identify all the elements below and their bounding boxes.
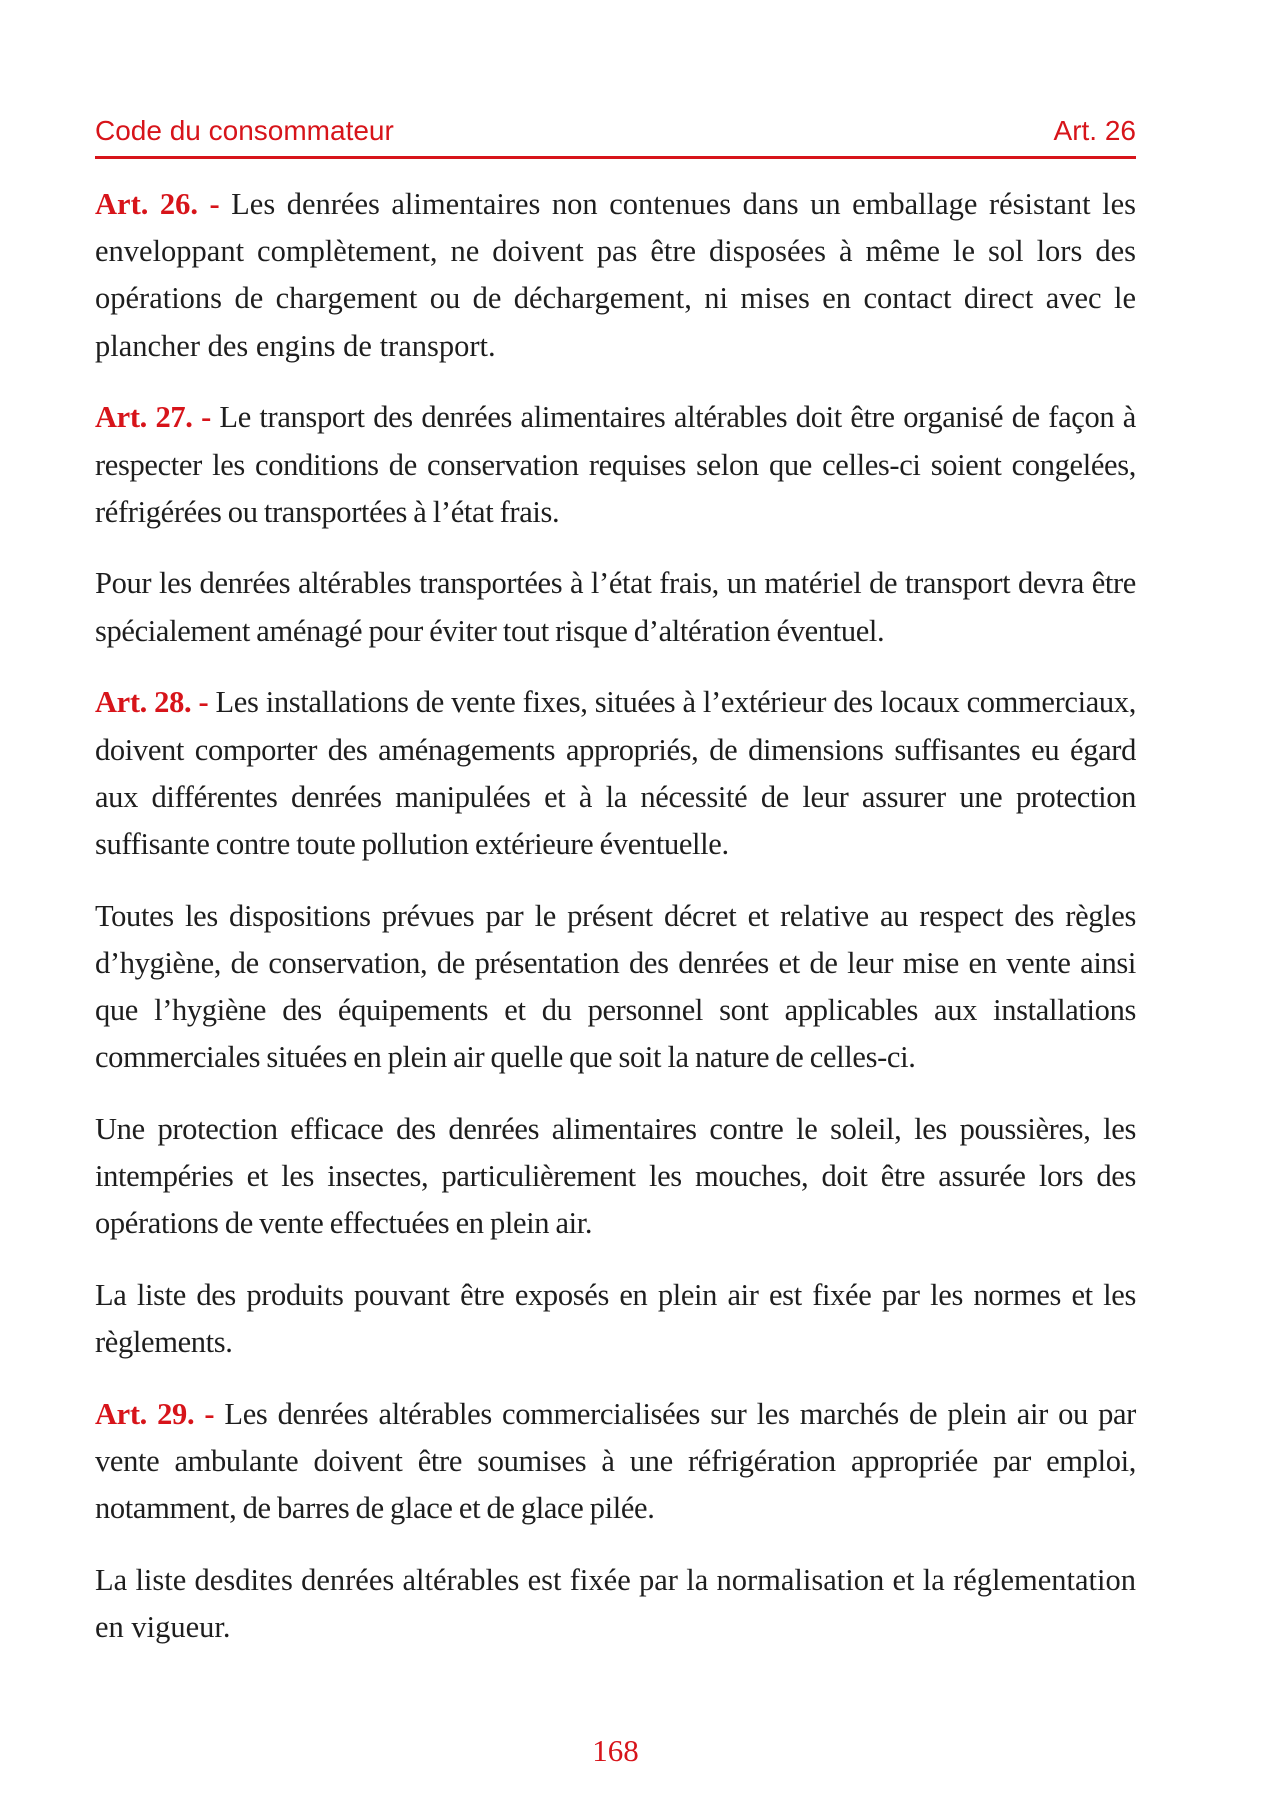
paragraph-text: La liste des produits pouvant être exposés en plein air est fixée par les normes et les règlements. bbox=[95, 1278, 1136, 1360]
article-28-dispositions-paragraph bbox=[95, 893, 1136, 1082]
article-label: Art. 27. - bbox=[95, 400, 211, 435]
page-number: 168 bbox=[592, 1733, 639, 1768]
header-divider bbox=[95, 156, 1136, 159]
paragraph-text: Toutes les dispositions prévues par le présent décret et relative au respect des règles d’hygiène, de conservation, de présentation des denrées et de leur mise en vente ainsi que l’hygiène des équipements et du personnel sont applicables aux installations commerciales situées en plein air quelle que soit la nature de celles-ci. bbox=[95, 898, 1136, 1075]
header-book-title: Code du consommateur bbox=[95, 115, 394, 146]
article-28-list-paragraph bbox=[95, 1272, 1136, 1366]
paragraph-text: Le transport des denrées alimentaires altérables doit être organisé de façon à respecter les conditions de conservation requises selon que celles-ci soient congelées, réfrigérées ou transportées à l’état frais. bbox=[95, 400, 1136, 529]
paragraph-text: Une protection efficace des denrées alimentaires contre le soleil, les poussières, les intempéries et les insectes, particulièrement les mouches, doit être assurée lors des opérations de vente effectuées en plein air. bbox=[95, 1111, 1136, 1241]
document-page bbox=[95, 0, 1136, 1800]
article-label: Art. 26. - bbox=[95, 187, 220, 221]
article-26-paragraph bbox=[95, 181, 1136, 370]
running-header bbox=[95, 113, 1136, 149]
paragraph-text: Les denrées altérables commercialisées sur les marchés de plein air ou par vente ambulante doivent être soumises à une réfrigération appropriée par emploi, notamment, de barres de glace et de glace pilée. bbox=[95, 1396, 1136, 1526]
article-29-list-paragraph bbox=[95, 1557, 1136, 1651]
article-28-protection-paragraph bbox=[95, 1106, 1136, 1248]
article-29-paragraph bbox=[95, 1391, 1136, 1533]
paragraph-text: Pour les denrées altérables transportées à l’état frais, un matériel de transport devra être spécialement aménagé pour éviter tout risque d’altération éventuel. bbox=[95, 566, 1136, 648]
paragraph-text: La liste desdites denrées altérables est fixée par la normalisation et la réglementation en vigueur. bbox=[95, 1563, 1136, 1645]
body-text bbox=[95, 181, 1136, 1676]
article-label: Art. 28. - bbox=[95, 685, 209, 720]
paragraph-text: Les installations de vente fixes, situées à l’extérieur des locaux commerciaux, doivent comporter des aménagements appropriés, de dimensions suffisantes eu égard aux différentes denrées manipulées et à la nécessité de leur assurer une protection suffisante contre toute pollution extérieure éventuelle. bbox=[95, 685, 1136, 861]
article-label: Art. 29. - bbox=[95, 1396, 215, 1431]
paragraph-text: Les denrées alimentaires non contenues dans un emballage résistant les enveloppant complètement, ne doivent pas être disposées à même le sol lors des opérations de chargement ou de déchargement, ni mises en contact direct avec le plancher des engins de transport. bbox=[95, 187, 1136, 363]
article-27-continuation-paragraph bbox=[95, 560, 1136, 654]
article-27-paragraph bbox=[95, 394, 1136, 536]
article-28-paragraph bbox=[95, 679, 1136, 868]
header-article-ref: Art. 26 bbox=[1053, 115, 1136, 146]
